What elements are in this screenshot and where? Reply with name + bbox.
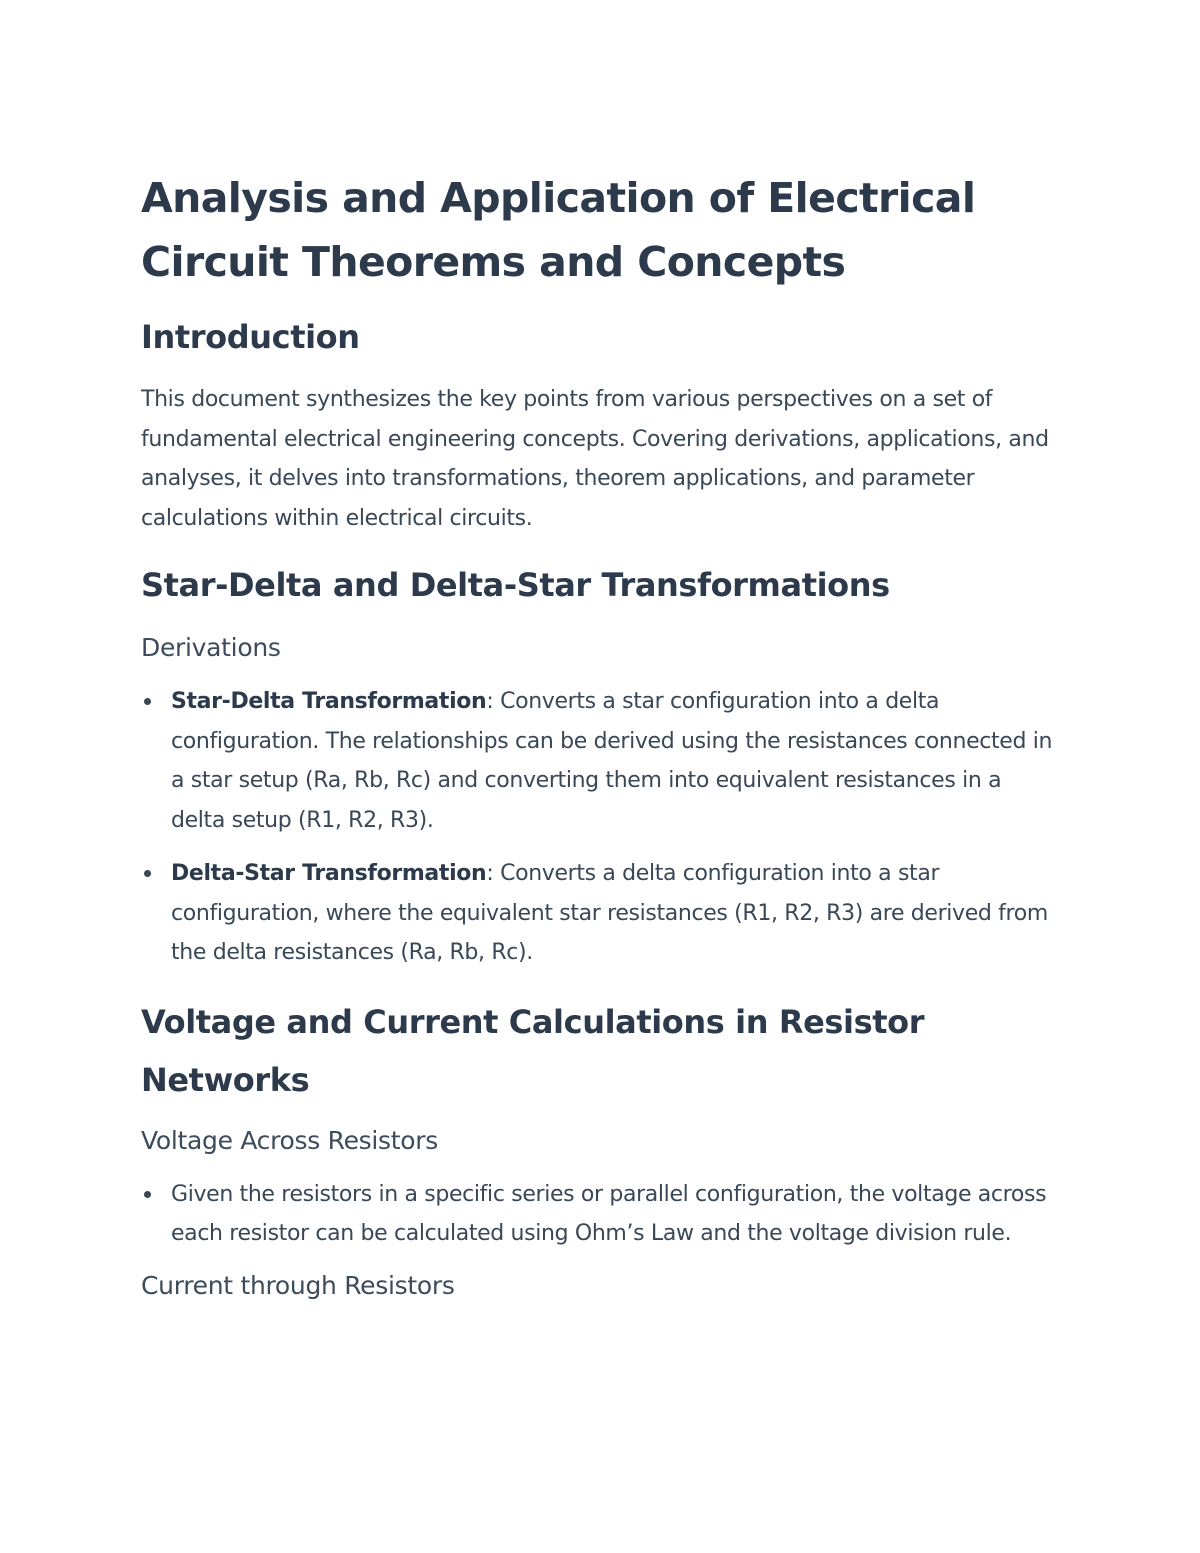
list-item (141, 854, 1061, 973)
list-item (141, 682, 1061, 840)
bullet-icon (144, 698, 151, 705)
introduction-heading: Introduction (141, 318, 360, 356)
transformations-heading: Star-Delta and Delta-Star Transformations (141, 566, 890, 604)
list-item-text: : Converts a delta configuration into a star configuration, where the equivalent star resistances (R1, R2, R3) are derived from the delta resistances (Ra, Rb, Rc). (171, 861, 1048, 965)
bullet-icon (144, 870, 151, 877)
calculations-heading: Voltage and Current Calculations in Resistor Networks (141, 1002, 925, 1099)
list-item (141, 1175, 1061, 1254)
list-item-text: Given the resistors in a specific series or parallel configuration, the voltage across each resistor can be calculated using Ohm’s Law and the voltage division rule. (171, 1181, 1047, 1246)
document-page (141, 166, 1061, 1306)
derivations-heading: Derivations (141, 633, 281, 662)
introduction-paragraph: This document synthesizes the key points from various perspectives on a set of fundamental electrical engineering concepts. Covering derivations, applications, and analyses, it delves into transformations, theorem applications, and parameter calculations within electrical circuits. (141, 387, 1049, 531)
document-title: Analysis and Application of Electrical Circuit Theorems and Concepts (141, 174, 976, 286)
current-heading: Current through Resistors (141, 1270, 455, 1300)
list-item-text: : Converts a star configuration into a delta configuration. The relationships can be derived using the resistances connected in a star setup (Ra, Rb, Rc) and converting them into equivalent resistances in a delta setup (R1, R2, R3). (171, 689, 1053, 833)
voltage-list (141, 1175, 1061, 1254)
list-item-term: Star-Delta Transformation (171, 689, 487, 714)
list-item-term: Delta-Star Transformation (171, 861, 487, 886)
voltage-heading: Voltage Across Resistors (141, 1125, 438, 1155)
bullet-icon (144, 1191, 151, 1198)
derivations-list (141, 682, 1061, 973)
